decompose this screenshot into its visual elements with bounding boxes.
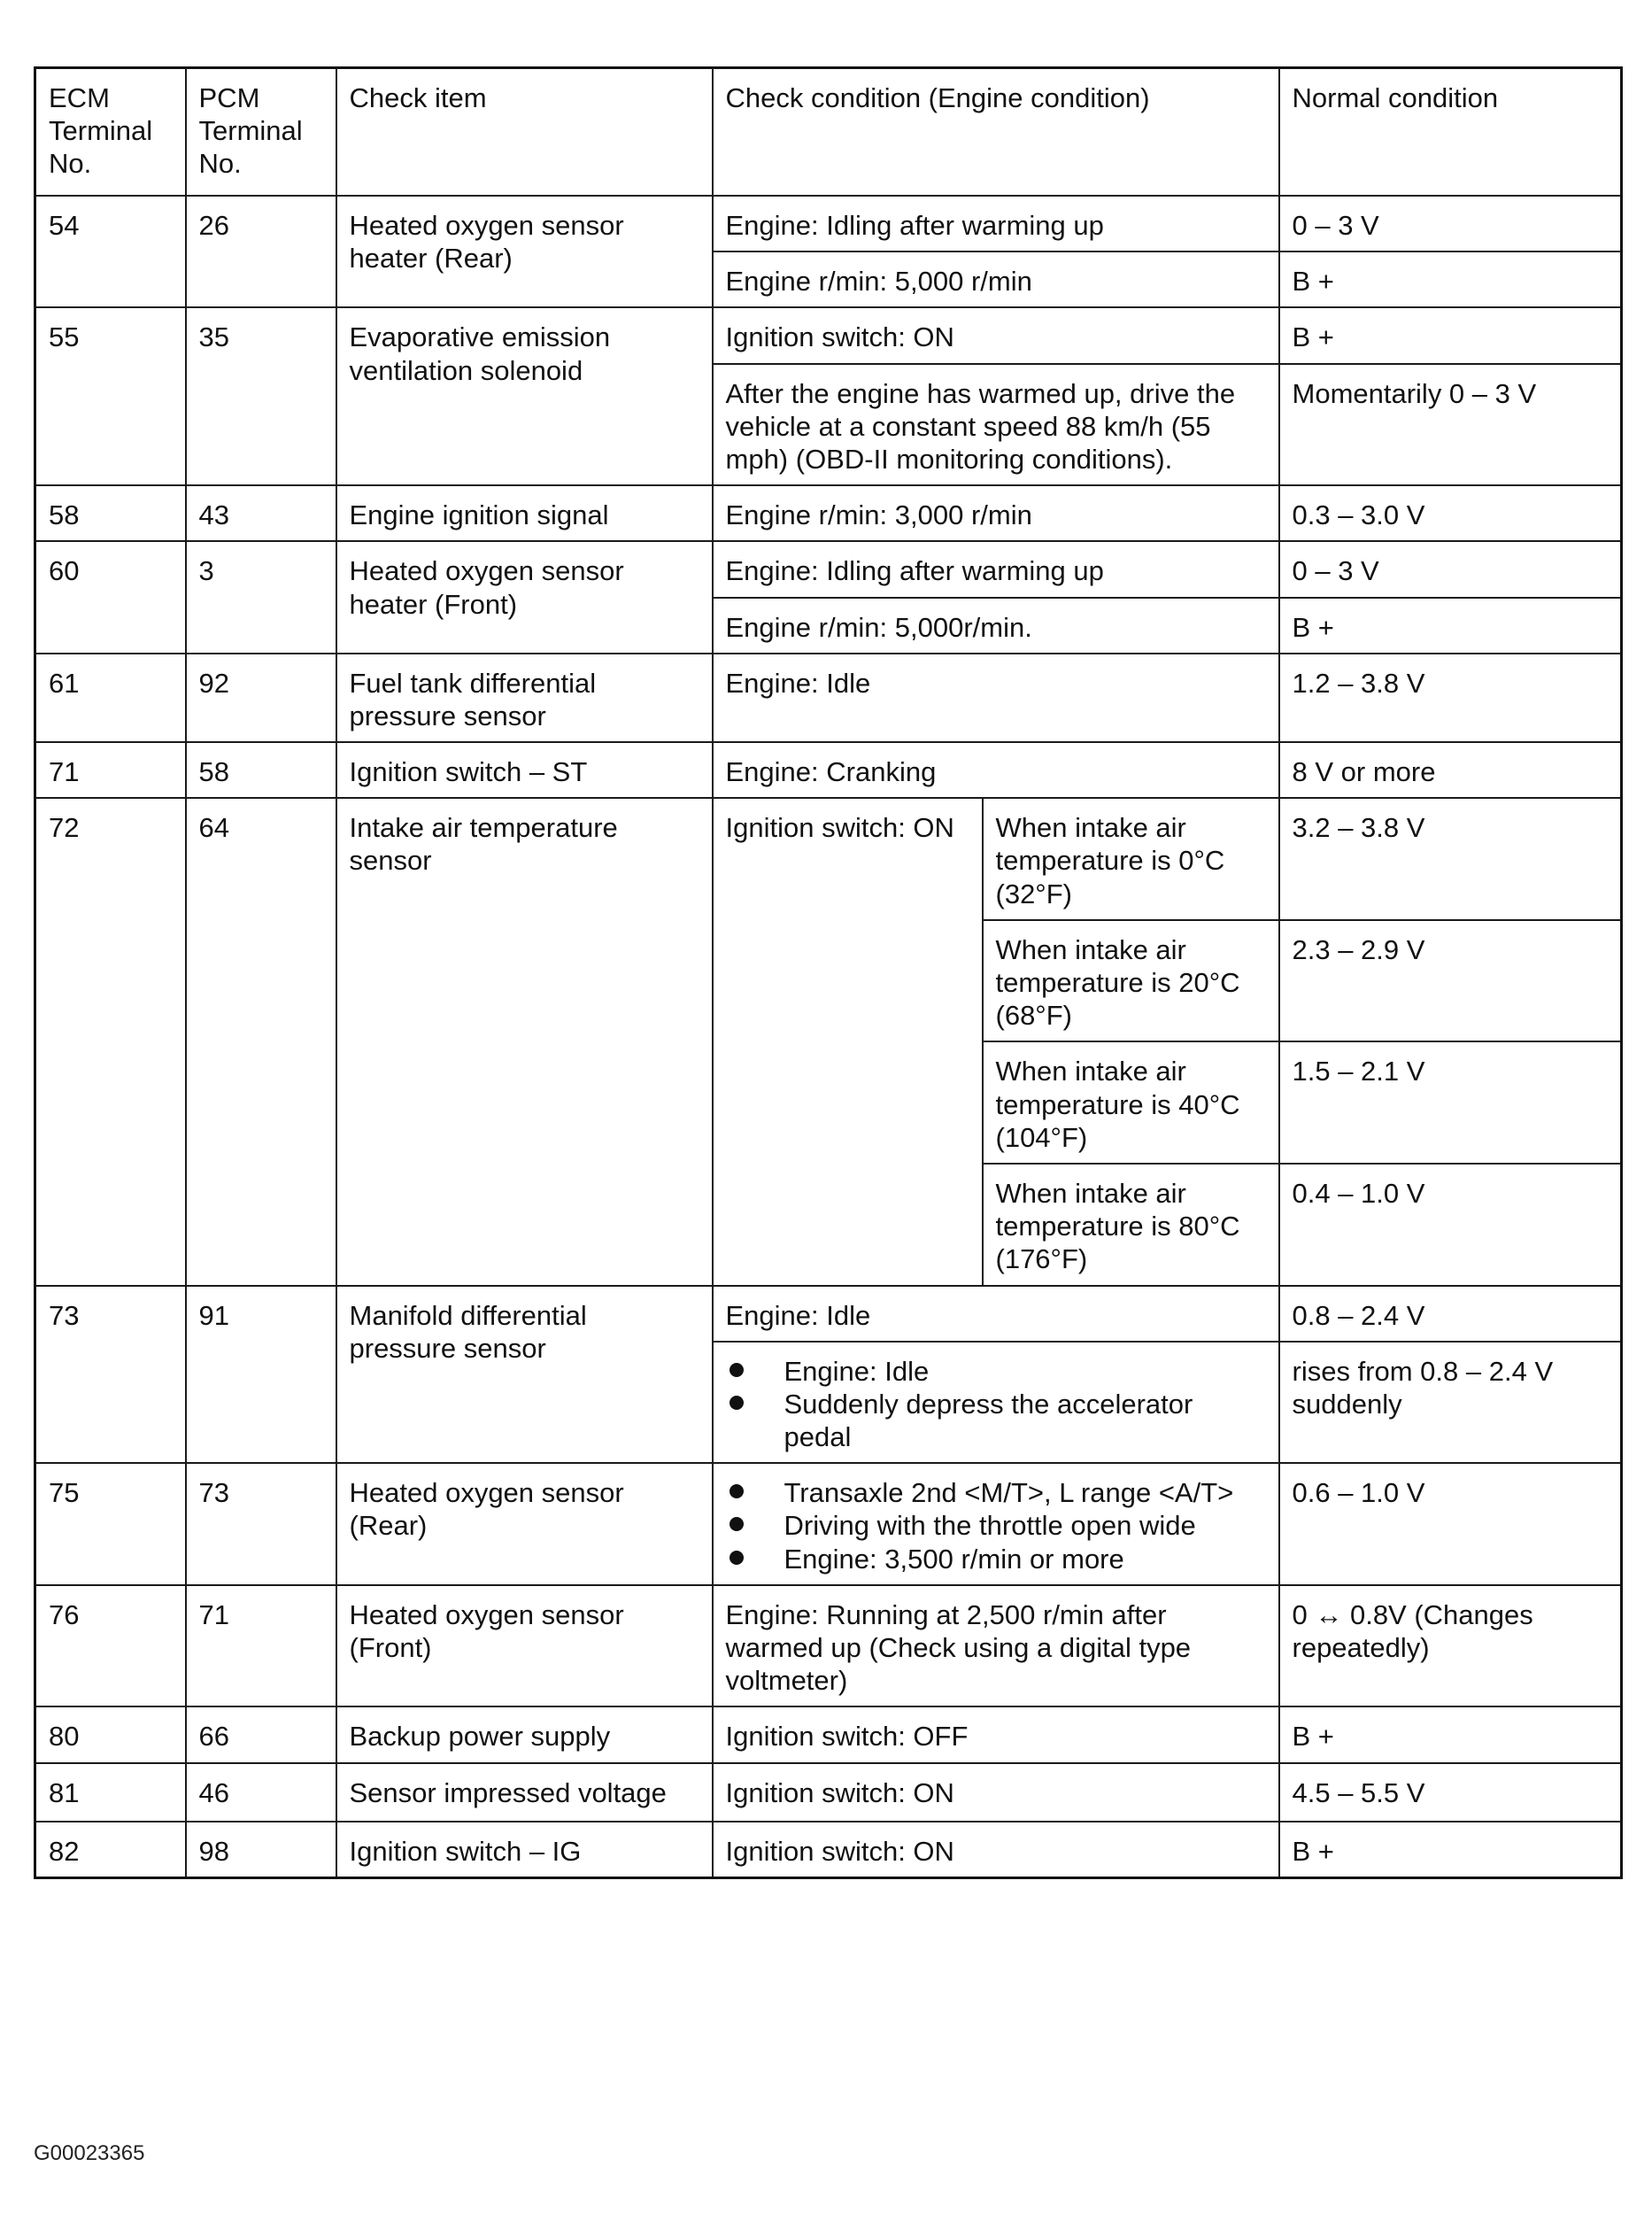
- pcm-terminal-cell: 92: [186, 654, 336, 742]
- pcm-terminal-cell: 43: [186, 485, 336, 541]
- header-normal-condition: Normal condition: [1279, 68, 1622, 197]
- ecm-terminal-cell: 73: [35, 1286, 186, 1464]
- header-pcm-terminal: PCM Terminal No.: [186, 68, 336, 197]
- ecm-terminal-cell: 60: [35, 541, 186, 653]
- normal-condition-cell: B +: [1279, 1706, 1622, 1762]
- check-item-cell: Fuel tank differential pressure sensor: [336, 654, 713, 742]
- bullet-list: [726, 1476, 1266, 1575]
- normal-condition-cell: 0.6 – 1.0 V: [1279, 1463, 1622, 1585]
- normal-condition-cell: Momentarily 0 – 3 V: [1279, 364, 1622, 486]
- normal-condition-cell: 1.2 – 3.8 V: [1279, 654, 1622, 742]
- header-check-item: Check item: [336, 68, 713, 197]
- header-ecm-terminal: ECM Terminal No.: [35, 68, 186, 197]
- bullet-dot-icon: [730, 1363, 744, 1377]
- normal-condition-cell: 0.4 – 1.0 V: [1279, 1164, 1622, 1286]
- pcm-terminal-cell: 26: [186, 196, 336, 307]
- pcm-terminal-cell: 46: [186, 1763, 336, 1822]
- terminal-check-table: [34, 66, 1623, 1879]
- check-condition-cell: [713, 1463, 1279, 1585]
- check-item-cell: Engine ignition signal: [336, 485, 713, 541]
- ecm-terminal-cell: 72: [35, 798, 186, 1285]
- check-item-cell: Manifold differential pressure sensor: [336, 1286, 713, 1464]
- ecm-terminal-cell: 55: [35, 307, 186, 485]
- normal-condition-cell: rises from 0.8 – 2.4 V suddenly: [1279, 1342, 1622, 1464]
- check-condition-cell: Ignition switch: ON: [713, 307, 1279, 363]
- ecm-terminal-cell: 80: [35, 1706, 186, 1762]
- table-row: [35, 1585, 1622, 1707]
- normal-condition-cell: 4.5 – 5.5 V: [1279, 1763, 1622, 1822]
- table-row: [35, 541, 1622, 597]
- bullet-dot-icon: [730, 1396, 744, 1410]
- check-condition-cell: Engine r/min: 5,000 r/min: [713, 252, 1279, 307]
- table-row: [35, 485, 1622, 541]
- sub-condition-cell: When intake air temperature is 20°C (68°F): [983, 920, 1279, 1042]
- check-condition-cell: Ignition switch: OFF: [713, 1706, 1279, 1762]
- bullet-dot-icon: [730, 1484, 744, 1498]
- bullet-item: [726, 1355, 1266, 1388]
- ecm-terminal-cell: 75: [35, 1463, 186, 1585]
- normal-condition-cell: 0 ↔ 0.8V (Changes repeatedly): [1279, 1585, 1622, 1707]
- normal-condition-cell: 0.3 – 3.0 V: [1279, 485, 1622, 541]
- bullet-item: [726, 1476, 1266, 1509]
- pcm-terminal-cell: 35: [186, 307, 336, 485]
- table-row: [35, 798, 1622, 920]
- check-condition-cell: [713, 1342, 1279, 1464]
- check-condition-cell: Ignition switch: ON: [713, 1763, 1279, 1822]
- sub-condition-cell: When intake air temperature is 40°C (104°F): [983, 1041, 1279, 1164]
- check-condition-cell: Engine: Idling after warming up: [713, 541, 1279, 597]
- table-header-row: [35, 68, 1622, 197]
- check-condition-cell: Engine r/min: 5,000r/min.: [713, 598, 1279, 654]
- table-row: [35, 654, 1622, 742]
- check-condition-cell: After the engine has warmed up, drive the vehicle at a constant speed 88 km/h (55 mph) (OBD-II monitoring conditions).: [713, 364, 1279, 486]
- pcm-terminal-cell: 73: [186, 1463, 336, 1585]
- ecm-terminal-cell: 81: [35, 1763, 186, 1822]
- table-row: [35, 1763, 1622, 1822]
- normal-condition-cell: 3.2 – 3.8 V: [1279, 798, 1622, 920]
- normal-condition-cell: 0.8 – 2.4 V: [1279, 1286, 1622, 1342]
- pcm-terminal-cell: 91: [186, 1286, 336, 1464]
- bullet-list: [726, 1355, 1266, 1454]
- normal-condition-cell: 0 – 3 V: [1279, 196, 1622, 252]
- pcm-terminal-cell: 58: [186, 742, 336, 798]
- pcm-terminal-cell: 3: [186, 541, 336, 653]
- check-item-cell: Evaporative emission ventilation solenoid: [336, 307, 713, 485]
- table-row: [35, 1463, 1622, 1585]
- ecm-terminal-cell: 58: [35, 485, 186, 541]
- header-check-condition: Check condition (Engine condition): [713, 68, 1279, 197]
- bullet-text: Suddenly depress the accelerator pedal: [784, 1388, 1193, 1453]
- normal-condition-cell: 8 V or more: [1279, 742, 1622, 798]
- bullet-item: [726, 1388, 1266, 1453]
- normal-condition-cell: 2.3 – 2.9 V: [1279, 920, 1622, 1042]
- check-item-cell: Heated oxygen sensor (Rear): [336, 1463, 713, 1585]
- normal-condition-cell: B +: [1279, 307, 1622, 363]
- figure-code: G00023365: [34, 2141, 145, 2165]
- sub-condition-cell: When intake air temperature is 80°C (176°F): [983, 1164, 1279, 1286]
- check-condition-cell: Engine: Idle: [713, 1286, 1279, 1342]
- bullet-text: Driving with the throttle open wide: [784, 1510, 1196, 1542]
- check-condition-cell: Engine: Running at 2,500 r/min after warmed up (Check using a digital type voltmeter): [713, 1585, 1279, 1707]
- table-row: [35, 1822, 1622, 1878]
- ecm-terminal-cell: 61: [35, 654, 186, 742]
- check-condition-cell: Ignition switch: ON: [713, 798, 983, 1285]
- normal-condition-cell: 0 – 3 V: [1279, 541, 1622, 597]
- check-item-cell: Ignition switch – ST: [336, 742, 713, 798]
- ecm-terminal-cell: 76: [35, 1585, 186, 1707]
- check-item-cell: Heated oxygen sensor heater (Front): [336, 541, 713, 653]
- pcm-terminal-cell: 98: [186, 1822, 336, 1878]
- table-row: [35, 196, 1622, 252]
- check-condition-cell: Engine: Cranking: [713, 742, 1279, 798]
- sub-condition-cell: When intake air temperature is 0°C (32°F): [983, 798, 1279, 920]
- normal-condition-cell: B +: [1279, 1822, 1622, 1878]
- ecm-terminal-cell: 71: [35, 742, 186, 798]
- table-row: [35, 307, 1622, 363]
- ecm-terminal-cell: 82: [35, 1822, 186, 1878]
- normal-condition-cell: B +: [1279, 252, 1622, 307]
- check-item-cell: Ignition switch – IG: [336, 1822, 713, 1878]
- pcm-terminal-cell: 71: [186, 1585, 336, 1707]
- check-condition-cell: Engine r/min: 3,000 r/min: [713, 485, 1279, 541]
- check-condition-cell: Engine: Idle: [713, 654, 1279, 742]
- bullet-text: Engine: Idle: [784, 1355, 930, 1387]
- pcm-terminal-cell: 64: [186, 798, 336, 1285]
- pcm-terminal-cell: 66: [186, 1706, 336, 1762]
- check-item-cell: Backup power supply: [336, 1706, 713, 1762]
- ecm-terminal-cell: 54: [35, 196, 186, 307]
- table-row: [35, 742, 1622, 798]
- bullet-item: [726, 1509, 1266, 1542]
- check-item-cell: Sensor impressed voltage: [336, 1763, 713, 1822]
- table-row: [35, 1706, 1622, 1762]
- bullet-text: Engine: 3,500 r/min or more: [784, 1543, 1124, 1575]
- bullet-item: [726, 1543, 1266, 1575]
- normal-condition-cell: 1.5 – 2.1 V: [1279, 1041, 1622, 1164]
- check-item-cell: Heated oxygen sensor (Front): [336, 1585, 713, 1707]
- normal-condition-cell: B +: [1279, 598, 1622, 654]
- check-item-cell: Intake air temperature sensor: [336, 798, 713, 1285]
- check-condition-cell: Ignition switch: ON: [713, 1822, 1279, 1878]
- bullet-dot-icon: [730, 1517, 744, 1531]
- check-condition-cell: Engine: Idling after warming up: [713, 196, 1279, 252]
- table-row: [35, 1286, 1622, 1342]
- bullet-text: Transaxle 2nd <M/T>, L range <A/T>: [784, 1477, 1234, 1509]
- bullet-dot-icon: [730, 1551, 744, 1565]
- check-item-cell: Heated oxygen sensor heater (Rear): [336, 196, 713, 307]
